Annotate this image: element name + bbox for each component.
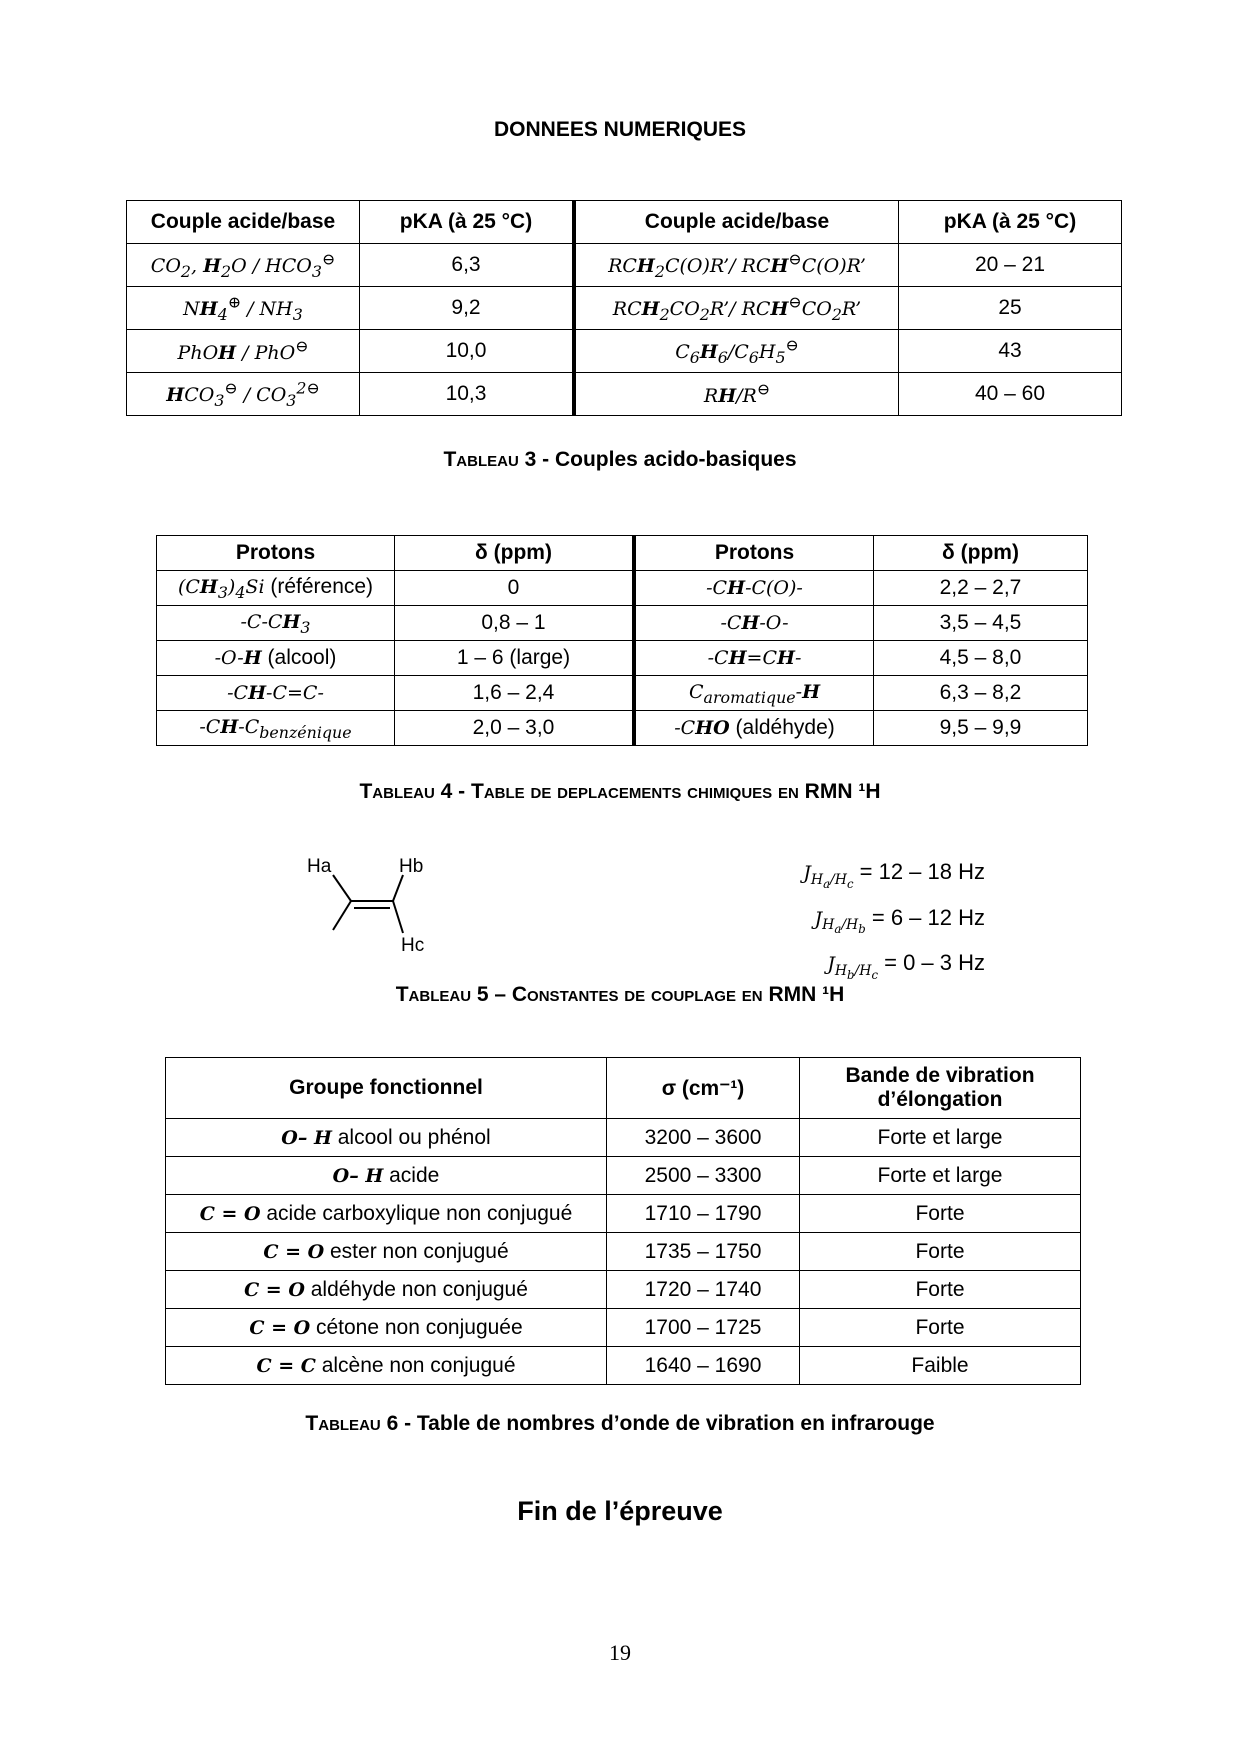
alkene-structure-diagram [295,850,435,955]
t3-header: Couple acide/base [127,201,360,244]
table-row [127,244,1122,287]
t4-proton: -CH-C=C- [157,676,395,711]
t3-couple: $C_6H_6/C_6H_5^⊖$ [574,330,899,373]
table-row [127,330,1122,373]
t4-proton: -O-H (alcool) [157,641,395,676]
table-row [157,676,1088,711]
t4-proton: -CH-O- [634,606,874,641]
table-row [127,287,1122,330]
caption-text: – Constantes de couplage en RMN ¹H [488,983,845,1006]
t4-shift: 1,6 – 2,4 [395,676,635,711]
t3-couple: $HCO_3^⊖ / CO_3^{2⊖}$ [127,373,360,416]
t3-header: pKA (à 25 °C) [899,201,1122,244]
end-of-exam: Fin de l’épreuve [517,1496,723,1526]
t3-couple: $CO_2$, $H_2O / HCO_3^⊖$ [127,244,360,287]
t4-shift: 2,2 – 2,7 [874,571,1088,606]
t3-pka: 20 – 21 [899,244,1122,287]
coupling-row: $J_{H_a/H_b} = 6 - 12$ Hz [814,904,985,937]
nmr-shift-table [156,535,1088,746]
table-row [166,1347,1081,1385]
page-number: 19 [609,1640,631,1665]
label-hb: Hb [399,856,424,877]
table5-caption [0,983,1240,1007]
t4-proton: -CH-C(O)- [634,571,874,606]
t3-pka: 25 [899,287,1122,330]
t3-pka: 10,3 [360,373,575,416]
t3-pka: 9,2 [360,287,575,330]
t6-band: Faible [800,1347,1081,1385]
t6-sigma: 1710 – 1790 [607,1195,800,1233]
t4-shift: 3,5 – 4,5 [874,606,1088,641]
label-hc: Hc [401,935,425,955]
table6-caption [0,1412,1240,1436]
t4-shift: 4,5 – 8,0 [874,641,1088,676]
caption-text: - Table de deplacements chimiques en RMN ¹H [452,780,881,803]
t6-band: Forte [800,1309,1081,1347]
t3-pka: 10,0 [360,330,575,373]
t4-proton: $(CH_3)_4Si$ (référence) [157,571,395,606]
t4-header: Protons [157,536,395,571]
caption-prefix: Tableau 3 [443,448,537,471]
table-row [166,1271,1081,1309]
t4-shift: 0,8 – 1 [395,606,635,641]
t6-group: C = O aldéhyde non conjugué [166,1271,607,1309]
table-row [157,711,1088,746]
caption-prefix: Tableau 5 [395,983,489,1006]
t6-header: σ (cm⁻¹) [607,1058,800,1119]
t6-sigma: 3200 – 3600 [607,1119,800,1157]
table-row [166,1195,1081,1233]
caption-text: - Table de nombres d’onde de vibration en infrarouge [398,1412,935,1435]
t4-shift: 0 [395,571,635,606]
t4-proton: -CH=CH- [634,641,874,676]
t4-proton: -CHO (aldéhyde) [634,711,874,746]
coupling-constants [760,855,985,992]
t6-band: Forte [800,1233,1081,1271]
t6-group: C = O cétone non conjuguée [166,1309,607,1347]
t6-sigma: 2500 – 3300 [607,1157,800,1195]
table-row [157,606,1088,641]
t3-header: pKA (à 25 °C) [360,201,575,244]
table-row [166,1233,1081,1271]
acid-base-table [126,200,1122,416]
t6-band: Forte et large [800,1157,1081,1195]
t6-header: Bande de vibration d’élongation [800,1058,1081,1119]
t3-couple: $RCH_2C(O)R’/$ RCH⊖C(O)R’ [574,244,899,287]
label-ha: Ha [307,856,332,877]
t3-pka: 43 [899,330,1122,373]
t6-header: Groupe fonctionnel [166,1058,607,1119]
t4-shift: 6,3 – 8,2 [874,676,1088,711]
table-row [166,1157,1081,1195]
t3-couple: PhOH / PhO⊖ [127,330,360,373]
t4-proton: $-C-CH_3$ [157,606,395,641]
coupling-row: $J_{H_a/H_c} = 12 - 18$ Hz [803,859,985,891]
t6-band: Forte et large [800,1119,1081,1157]
t4-proton: $-CH-C_{benzénique}$ [157,711,395,746]
t3-pka: 40 – 60 [899,373,1122,416]
table-row [166,1309,1081,1347]
t6-group: O– H alcool ou phénol [166,1119,607,1157]
coupling-row: $J_{H_b/H_c} = 0 - 3$ Hz [827,950,985,982]
t3-couple: RH/R⊖ [574,373,899,416]
t3-header: Couple acide/base [574,201,899,244]
t6-sigma: 1735 – 1750 [607,1233,800,1271]
table-row [157,571,1088,606]
t6-group: O– H acide [166,1157,607,1195]
caption-text: - Couples acido-basiques [536,448,797,471]
t3-pka: 6,3 [360,244,575,287]
table-row [127,373,1122,416]
t4-header: Protons [634,536,874,571]
t6-band: Forte [800,1195,1081,1233]
table-row [157,641,1088,676]
t6-band: Forte [800,1271,1081,1309]
t6-sigma: 1720 – 1740 [607,1271,800,1309]
page-heading: DONNEES NUMERIQUES [493,118,747,141]
t4-header: δ (ppm) [874,536,1088,571]
t6-group: C = O acide carboxylique non conjugué [166,1195,607,1233]
t4-shift: 9,5 – 9,9 [874,711,1088,746]
t3-couple: $RCH_2CO_2R’/$ $RCH^⊖CO_2R$’ [574,287,899,330]
t6-sigma: 1700 – 1725 [607,1309,800,1347]
table4-caption [0,780,1240,804]
t4-shift: 1 – 6 (large) [395,641,635,676]
t4-header: δ (ppm) [395,536,635,571]
ir-table [165,1057,1081,1385]
caption-prefix: Tableau 6 [305,1412,399,1435]
table3-caption [0,448,1240,472]
t4-proton: $C_{aromatique}-H$ [634,676,874,711]
t4-shift: 2,0 – 3,0 [395,711,635,746]
table-row [166,1119,1081,1157]
t6-group: C = C alcène non conjugué [166,1347,607,1385]
t6-sigma: 1640 – 1690 [607,1347,800,1385]
t3-couple: $NH_4^\oplus / NH_3$ [127,287,360,330]
caption-prefix: Tableau 4 [359,780,453,803]
t6-group: C = O ester non conjugué [166,1233,607,1271]
